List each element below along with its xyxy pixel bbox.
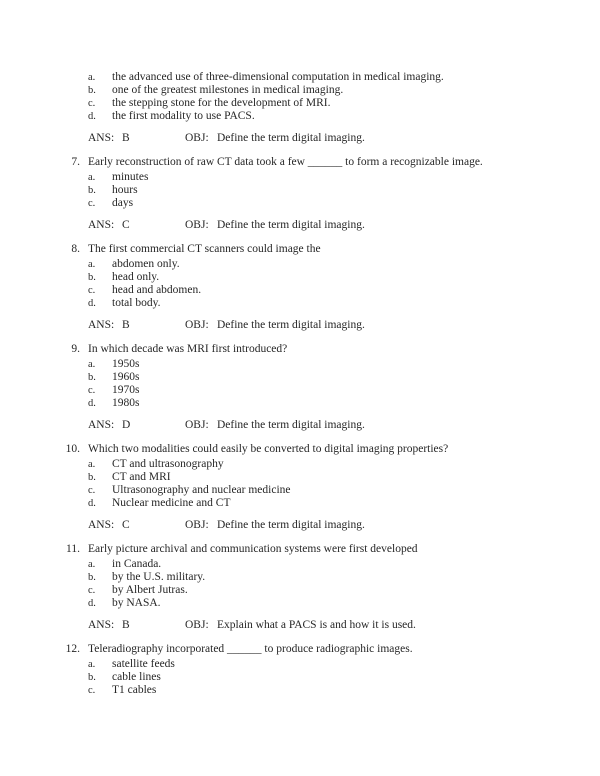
- question-number: 11.: [66, 543, 80, 555]
- option-text: abdomen only.: [112, 258, 180, 270]
- option-text: minutes: [112, 171, 149, 183]
- option-text: days: [112, 197, 134, 209]
- objective-label: OBJ:: [185, 319, 209, 331]
- objective-text: Define the term digital imaging.: [217, 419, 365, 431]
- question-block-carryover: [62, 71, 570, 156]
- option-row: [88, 110, 570, 123]
- option-row: [88, 71, 570, 84]
- option-letter: d.: [88, 498, 96, 509]
- option-letter: a.: [88, 72, 96, 83]
- answer-label: ANS:: [88, 219, 115, 231]
- option-row: [88, 358, 570, 371]
- answer-label: ANS:: [88, 619, 115, 631]
- question-text: In which decade was MRI first introduced?: [88, 343, 288, 355]
- objective-label: OBJ:: [185, 619, 209, 631]
- answer-value: B: [122, 319, 130, 331]
- option-text: head only.: [112, 271, 160, 283]
- objective-text: Define the term digital imaging.: [217, 219, 365, 231]
- question-number: 7.: [71, 156, 80, 168]
- option-row: [88, 684, 570, 697]
- question-block-10: [62, 443, 570, 543]
- option-row: [88, 297, 570, 310]
- option-letter: d.: [88, 398, 96, 409]
- option-row: [88, 671, 570, 684]
- answer-value: C: [122, 519, 130, 531]
- objective-text: Define the term digital imaging.: [217, 132, 365, 144]
- question-number: 12.: [65, 643, 80, 655]
- question-text: Early picture archival and communication systems were first developed: [88, 543, 418, 555]
- question-number: 8.: [71, 243, 80, 255]
- option-row: [88, 384, 570, 397]
- option-row: [88, 197, 570, 210]
- answer-label: ANS:: [88, 419, 115, 431]
- option-letter: b.: [88, 85, 96, 96]
- option-row: [88, 171, 570, 184]
- document-content: [62, 71, 570, 697]
- option-text: by the U.S. military.: [112, 571, 206, 583]
- option-text: CT and MRI: [112, 471, 171, 483]
- option-text: 1960s: [112, 371, 140, 383]
- answer-label: ANS:: [88, 519, 115, 531]
- question-text: The first commercial CT scanners could image the: [88, 243, 321, 255]
- question-block-9: [62, 343, 570, 443]
- option-letter: b.: [88, 272, 96, 283]
- question-text: Which two modalities could easily be converted to digital imaging properties?: [88, 443, 449, 455]
- option-letter: b.: [88, 472, 96, 483]
- option-letter: c.: [88, 385, 96, 396]
- option-row: [88, 84, 570, 97]
- option-letter: c.: [88, 485, 96, 496]
- question-text: Teleradiography incorporated ______ to produce radiographic images.: [88, 643, 413, 655]
- answer-label: ANS:: [88, 132, 115, 144]
- option-letter: b.: [88, 185, 96, 196]
- option-letter: d.: [88, 111, 96, 122]
- option-text: Nuclear medicine and CT: [112, 497, 231, 509]
- option-row: [88, 558, 570, 571]
- option-row: [88, 184, 570, 197]
- option-row: [88, 571, 570, 584]
- option-letter: b.: [88, 572, 96, 583]
- question-number: 10.: [65, 443, 80, 455]
- option-text: CT and ultrasonography: [112, 458, 224, 470]
- option-text: by NASA.: [112, 597, 161, 609]
- answer-value: B: [122, 132, 130, 144]
- option-row: [88, 397, 570, 410]
- option-text: 1980s: [112, 397, 140, 409]
- answer-line: [88, 219, 570, 232]
- answer-value: B: [122, 619, 130, 631]
- option-text: Ultrasonography and nuclear medicine: [112, 484, 291, 496]
- option-letter: c.: [88, 685, 96, 696]
- answer-value: C: [122, 219, 130, 231]
- option-text: hours: [112, 184, 138, 196]
- option-row: [88, 597, 570, 610]
- option-row: [88, 97, 570, 110]
- answer-line: [88, 519, 570, 532]
- objective-text: Define the term digital imaging.: [217, 519, 365, 531]
- option-row: [88, 584, 570, 597]
- option-row: [88, 658, 570, 671]
- option-text: satellite feeds: [112, 658, 175, 670]
- option-letter: a.: [88, 559, 96, 570]
- option-text: 1970s: [112, 384, 140, 396]
- option-row: [88, 371, 570, 384]
- answer-line: [88, 419, 570, 432]
- question-text: Early reconstruction of raw CT data took a few ______ to form a recognizable image.: [88, 156, 483, 168]
- answer-label: ANS:: [88, 319, 115, 331]
- option-row: [88, 497, 570, 510]
- option-letter: a.: [88, 172, 96, 183]
- option-letter: a.: [88, 459, 96, 470]
- answer-line: [88, 619, 570, 632]
- option-text: total body.: [112, 297, 161, 309]
- option-text: one of the greatest milestones in medical imaging.: [112, 84, 344, 96]
- question-block-11: [62, 543, 570, 643]
- option-letter: d.: [88, 598, 96, 609]
- option-letter: d.: [88, 298, 96, 309]
- option-row: [88, 458, 570, 471]
- question-number: 9.: [71, 343, 80, 355]
- option-text: the advanced use of three-dimensional computation in medical imaging.: [112, 71, 444, 83]
- question-block-12: [62, 643, 570, 697]
- objective-label: OBJ:: [185, 419, 209, 431]
- option-letter: a.: [88, 259, 96, 270]
- answer-line: [88, 132, 570, 145]
- answer-value: D: [122, 419, 131, 431]
- objective-text: Define the term digital imaging.: [217, 319, 365, 331]
- option-text: in Canada.: [112, 558, 162, 570]
- option-letter: c.: [88, 98, 96, 109]
- option-letter: c.: [88, 198, 96, 209]
- option-letter: a.: [88, 359, 96, 370]
- option-text: T1 cables: [112, 684, 157, 696]
- option-text: 1950s: [112, 358, 140, 370]
- objective-text: Explain what a PACS is and how it is used.: [217, 619, 416, 631]
- question-block-7: [62, 156, 570, 243]
- option-letter: c.: [88, 585, 96, 596]
- option-text: the stepping stone for the development of MRI.: [112, 97, 331, 109]
- option-row: [88, 484, 570, 497]
- option-text: the first modality to use PACS.: [112, 110, 255, 122]
- option-text: head and abdomen.: [112, 284, 202, 296]
- objective-label: OBJ:: [185, 219, 209, 231]
- option-letter: c.: [88, 285, 96, 296]
- objective-label: OBJ:: [185, 132, 209, 144]
- option-letter: b.: [88, 372, 96, 383]
- question-block-8: [62, 243, 570, 343]
- option-text: by Albert Jutras.: [112, 584, 188, 596]
- option-text: cable lines: [112, 671, 161, 683]
- objective-label: OBJ:: [185, 519, 209, 531]
- option-letter: b.: [88, 672, 96, 683]
- option-row: [88, 271, 570, 284]
- option-row: [88, 284, 570, 297]
- answer-line: [88, 319, 570, 332]
- option-letter: a.: [88, 659, 96, 670]
- option-row: [88, 471, 570, 484]
- option-row: [88, 258, 570, 271]
